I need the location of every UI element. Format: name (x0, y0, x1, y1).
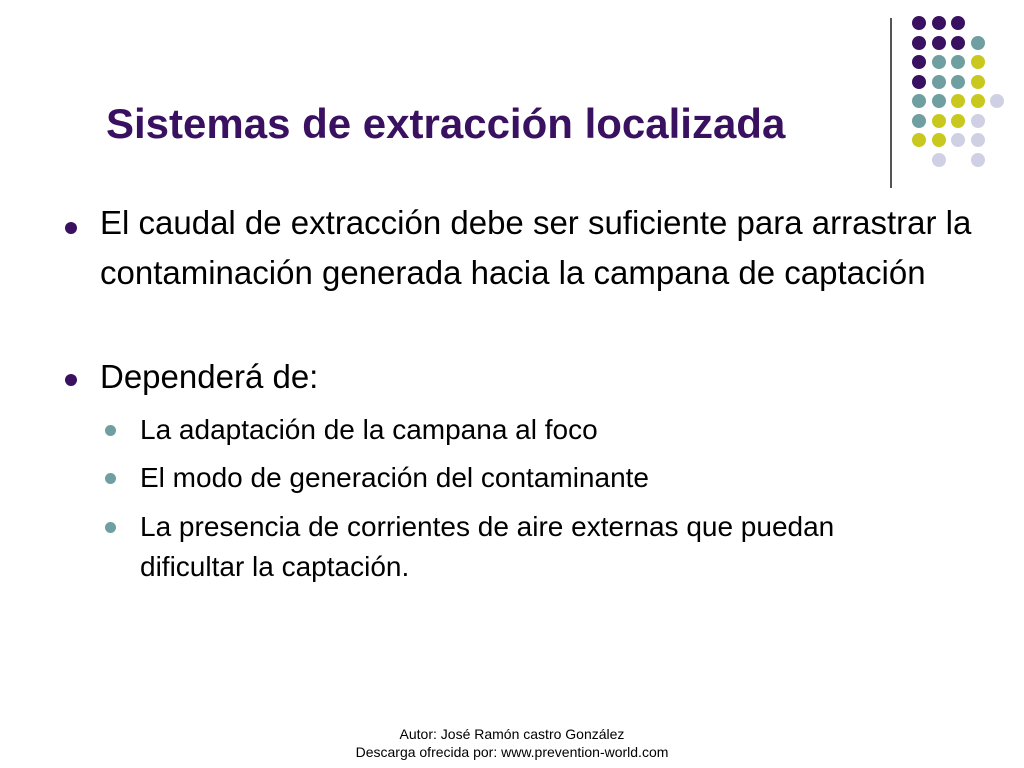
decorative-dot (912, 114, 926, 128)
bullet-item: Dependerá de: (100, 358, 319, 395)
decorative-dot (990, 94, 1004, 108)
title-divider-line (890, 18, 892, 188)
decorative-dot (971, 36, 985, 50)
sub-bullet-item: El modo de generación del contaminante (140, 462, 650, 493)
slide-title: Sistemas de extracción localizada (106, 100, 786, 147)
footer-author: Autor: José Ramón castro González (399, 726, 625, 742)
decorative-dot (912, 36, 926, 50)
decorative-dot (932, 133, 946, 147)
bullet-marker (65, 374, 77, 386)
decorative-dot (951, 36, 965, 50)
sub-bullet-marker (105, 522, 116, 533)
bullet-item: El caudal de extracción debe ser suficiente para arrastrar la contaminación generada hacia la campana de captación (100, 204, 972, 291)
decorative-dot (951, 16, 965, 30)
decorative-dot (951, 75, 965, 89)
decorative-dot (932, 16, 946, 30)
decorative-dot (951, 94, 965, 108)
decorative-dot (971, 153, 985, 167)
decorative-dot (912, 16, 926, 30)
decorative-dot (912, 75, 926, 89)
decorative-dot (971, 94, 985, 108)
sub-bullet-marker (105, 473, 116, 484)
sub-bullet-item: La presencia de corrientes de aire externas que puedan dificultar la captación. (140, 511, 835, 582)
slide-footer (0, 725, 1024, 761)
decorative-dot (932, 114, 946, 128)
decorative-dot (971, 55, 985, 69)
decorative-dot (951, 55, 965, 69)
decorative-dot (912, 133, 926, 147)
sub-bullet-marker (105, 425, 116, 436)
decorative-dot (912, 94, 926, 108)
decorative-dot (932, 55, 946, 69)
decorative-dot (932, 75, 946, 89)
footer-download: Descarga ofrecida por: www.prevention-world.com (355, 744, 669, 760)
bullet-marker (65, 222, 77, 234)
decorative-dot (971, 75, 985, 89)
sub-bullet-item: La adaptación de la campana al foco (140, 414, 598, 445)
decorative-dot (971, 133, 985, 147)
decorative-dot (932, 94, 946, 108)
decorative-dot (951, 133, 965, 147)
decorative-dot (932, 36, 946, 50)
decorative-dot (912, 55, 926, 69)
decorative-dot (932, 153, 946, 167)
decorative-dot (951, 114, 965, 128)
decorative-dot (971, 114, 985, 128)
